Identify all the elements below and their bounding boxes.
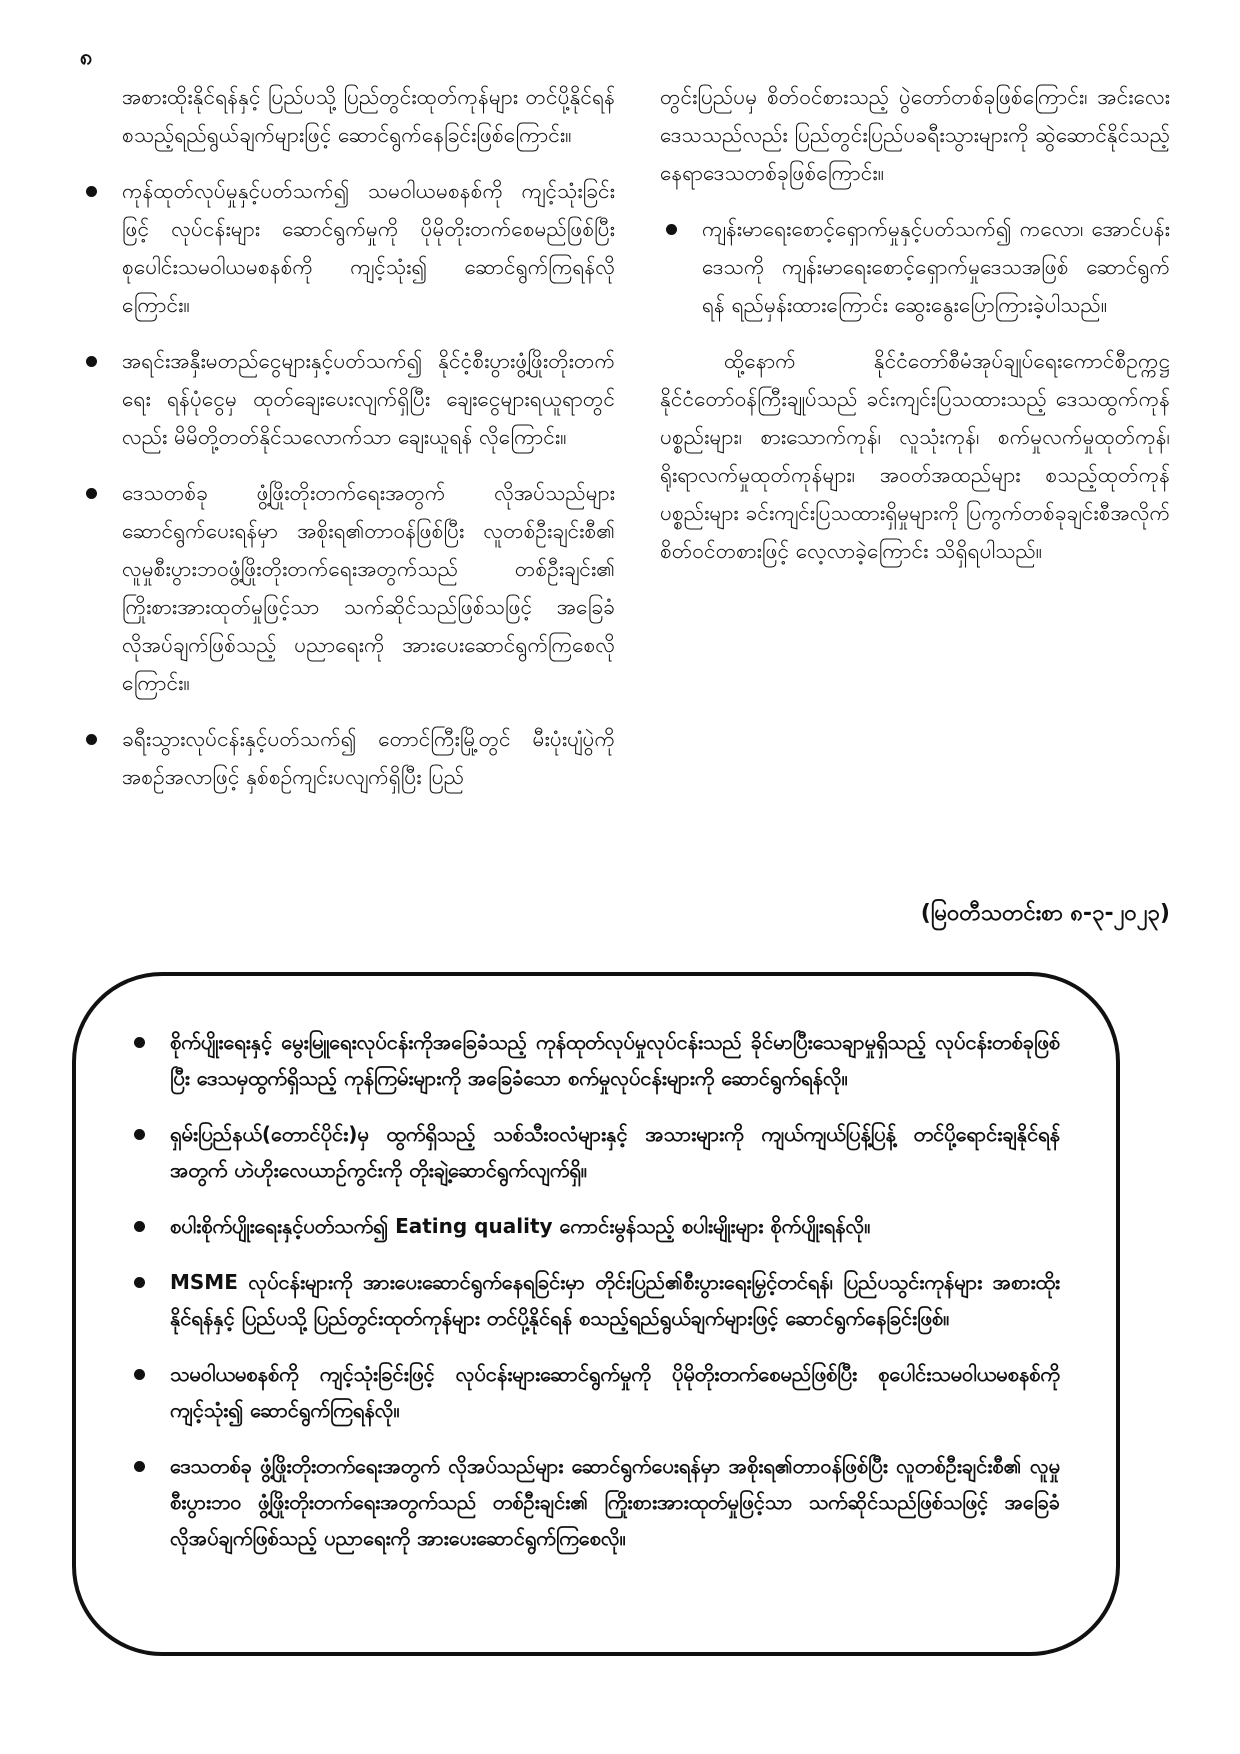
left-bullet-item bbox=[80, 342, 615, 456]
bullet-icon bbox=[134, 1129, 145, 1140]
bullet-icon bbox=[134, 1277, 145, 1288]
summary-box bbox=[72, 972, 1120, 1656]
right-paragraph: ထို့နောက် နိုင်ငံတော်စီမံအုပ်ချုပ်ရေးကောင်စီဥက္ကဋ္ဌ နိုင်ငံတော်ဝန်ကြီးချုပ်သည် ခင်းကျင်းပြသထားသည့် ဒေသထွက်ကုန်ပစ္စည်းများ၊ စားသောက်ကုန်၊ လူသုံးကုန်၊ စက်မှုလက်မှုထုတ်ကုန်၊ ရိုးရာလက်မှုထုတ်ကုန်များ၊ အဝတ်အထည်များ စသည့်ထုတ်ကုန်ပစ္စည်းများ ခင်းကျင်းပြသထားရှိမှုများကို ပြကွက်တစ်ခုချင်းစီအလိုက် စိတ်ဝင်တစားဖြင့် လေ့လာခဲ့ကြောင်း သိရှိရပါသည်။ bbox=[660, 349, 1170, 563]
summary-item bbox=[132, 1208, 1060, 1244]
summary-item-text: စပါးစိုက်ပျိုးရေးနှင့်ပတ်သက်၍ Eating quality ကောင်းမွန်သည့် စပါးမျိုးများ စိုက်ပျိုးရန်လို။ bbox=[170, 1214, 871, 1238]
right-bullet-text: ကျန်းမာရေးစောင့်ရှောက်မှုနှင့်ပတ်သက်၍ ကလော၊ အောင်ပန်းဒေသကို ကျန်းမာရေးစောင့်ရှောက်မှုဒေသအဖြစ် ဆောင်ရွက်ရန် ရည်မှန်းထားကြောင်း ဆွေးနွေးပြောကြားခဲ့ပါသည်။ bbox=[702, 217, 1170, 317]
left-bullet-text: ကုန်ထုတ်လုပ်မှုနှင့်ပတ်သက်၍ သမဝါယမစနစ်ကို ကျင့်သုံးခြင်းဖြင့် လုပ်ငန်းများ ဆောင်ရွက်မှုကို ပိုမိုတိုးတက်စေမည်ဖြစ်ပြီး စုပေါင်းသမဝါယမစနစ်ကို ကျင့်သုံး၍ ဆောင်ရွက်ကြရန်လိုကြောင်း။ bbox=[122, 179, 615, 317]
source-citation: (မြဝတီသတင်းစာ ၈-၃-၂၀၂၃) bbox=[920, 901, 1170, 926]
right-column bbox=[660, 78, 1170, 588]
summary-item bbox=[132, 1116, 1060, 1188]
bullet-icon bbox=[134, 1037, 145, 1048]
summary-item bbox=[132, 1448, 1060, 1556]
bullet-icon bbox=[86, 734, 97, 745]
summary-item bbox=[132, 1024, 1060, 1096]
bullet-icon bbox=[134, 1461, 145, 1472]
left-continuation-text: အစားထိုးနိုင်ရန်နှင့် ပြည်ပသို့ ပြည်တွင်းထုတ်ကုန်များ တင်ပို့နိုင်ရန် စသည့်ရည်ရွယ်ချက်များဖြင့် ဆောင်ရွက်နေခြင်းဖြစ်ကြောင်း။ bbox=[122, 85, 615, 147]
left-bullet-item bbox=[80, 474, 615, 702]
left-column bbox=[80, 78, 615, 814]
summary-item bbox=[132, 1356, 1060, 1428]
bullet-icon bbox=[86, 488, 97, 499]
summary-item-text: MSME လုပ်ငန်းများကို အားပေးဆောင်ရွက်နေရခြင်းမှာ တိုင်းပြည်၏စီးပွားရေးမြှင့်တင်ရန်၊ ပြည်ပသွင်းကုန်များ အစားထိုးနိုင်ရန်နှင့် ပြည်ပသို့ ပြည်တွင်းထုတ်ကုန်များ တင်ပို့နိုင်ရန် စသည့်ရည်ရွယ်ချက်များဖြင့် ဆောင်ရွက်နေခြင်းဖြစ်။ bbox=[170, 1270, 1060, 1330]
left-bullet-text: ဒေသတစ်ခု ဖွံ့ဖြိုးတိုးတက်ရေးအတွက် လိုအပ်သည်များ ဆောင်ရွက်ပေးရန်မှာ အစိုးရ၏တာဝန်ဖြစ်ပြီး လူတစ်ဦးချင်းစီ၏ လူမှုစီးပွားဘဝဖွံ့ဖြိုးတိုးတက်ရေးအတွက်သည် တစ်ဦးချင်း၏ ကြိုးစားအားထုတ်မှုဖြင့်သာ သက်ဆိုင်သည်ဖြစ်သဖြင့် အခြေခံလိုအပ်ချက်ဖြစ်သည့် ပညာရေးကို အားပေးဆောင်ရွက်ကြစေလိုကြောင်း။ bbox=[122, 481, 615, 695]
summary-item-text: ရှမ်းပြည်နယ်(တောင်ပိုင်း)မှ ထွက်ရှိသည့် သစ်သီးဝလံများနှင့် အသားများကို ကျယ်ကျယ်ပြန့်ပြန့် တင်ပို့ရောင်းချနိုင်ရန်အတွက် ဟဲဟိုးလေယာဉ်ကွင်းကို တိုးချဲ့ဆောင်ရွက်လျက်ရှိ။ bbox=[170, 1122, 1060, 1182]
bullet-icon bbox=[86, 356, 97, 367]
summary-item-text: စိုက်ပျိုးရေးနှင့် မွေးမြူရေးလုပ်ငန်းကိုအခြေခံသည့် ကုန်ထုတ်လုပ်မှုလုပ်ငန်းသည် ခိုင်မာပြီးသေချာမှုရှိသည့် လုပ်ငန်းတစ်ခုဖြစ်ပြီး ဒေသမှထွက်ရှိသည့် ကုန်ကြမ်းများကို အခြေခံသော စက်မှုလုပ်ငန်းများကို ဆောင်ရွက်ရန်လို။ bbox=[170, 1030, 1060, 1090]
summary-item-text: ဒေသတစ်ခု ဖွံ့ဖြိုးတိုးတက်ရေးအတွက် လိုအပ်သည်များ ဆောင်ရွက်ပေးရန်မှာ အစိုးရ၏တာဝန်ဖြစ်ပြီး လူတစ်ဦးချင်းစီ၏ လူမှုစီးပွားဘဝ ဖွံ့ဖြိုးတိုးတက်ရေးအတွက်သည် တစ်ဦးချင်း၏ ကြိုးစားအားထုတ်မှုဖြင့်သာ သက်ဆိုင်သည်ဖြစ်သဖြင့် အခြေခံလိုအပ်ချက်ဖြစ်သည့် ပညာရေးကို အားပေးဆောင်ရွက်ကြစေလို။ bbox=[170, 1454, 1060, 1550]
summary-item bbox=[132, 1264, 1060, 1336]
summary-item-text: သမဝါယမစနစ်ကို ကျင့်သုံးခြင်းဖြင့် လုပ်ငန်းများဆောင်ရွက်မှုကို ပိုမိုတိုးတက်စေမည်ဖြစ်ပြီး စုပေါင်းသမဝါယမစနစ်ကို ကျင့်သုံး၍ ဆောင်ရွက်ကြရန်လို။ bbox=[170, 1362, 1060, 1422]
bullet-icon bbox=[134, 1369, 145, 1380]
bullet-icon bbox=[86, 186, 97, 197]
left-bullet-item bbox=[80, 172, 615, 324]
left-bullet-text: အရင်းအနှီးမတည်ငွေများနှင့်ပတ်သက်၍ နိုင်ငံ့စီးပွားဖွံ့ဖြိုးတိုးတက်ရေး ရန်ပုံငွေမှ ထုတ်ချေးပေးလျက်ရှိပြီး ချေးငွေများရယူရာတွင်လည်း မိမိတို့တတ်နိုင်သလောက်သာ ချေးယူရန် လိုကြောင်း။ bbox=[122, 349, 615, 449]
bullet-icon bbox=[134, 1221, 145, 1232]
left-bullet-text: ခရီးသွားလုပ်ငန်းနှင့်ပတ်သက်၍ တောင်ကြီးမြို့တွင် မီးပုံးပျံပွဲကို အစဉ်အလာဖြင့် နှစ်စဉ်ကျင်းပလျက်ရှိပြီး ပြည် bbox=[122, 727, 615, 789]
article-columns bbox=[80, 78, 1170, 958]
left-bullet-item bbox=[80, 720, 615, 796]
bullet-icon bbox=[666, 224, 677, 235]
page-number: ၈ bbox=[80, 45, 93, 70]
right-bullet-item bbox=[660, 210, 1170, 324]
right-continuation-text: တွင်းပြည်ပမှ စိတ်ဝင်စားသည့် ပွဲတော်တစ်ခုဖြစ်ကြောင်း၊ အင်းလေးဒေသသည်လည်း ပြည်တွင်းပြည်ပခရီးသွားများကို ဆွဲဆောင်နိုင်သည့် နေရာဒေသတစ်ခုဖြစ်ကြောင်း။ bbox=[660, 85, 1171, 185]
